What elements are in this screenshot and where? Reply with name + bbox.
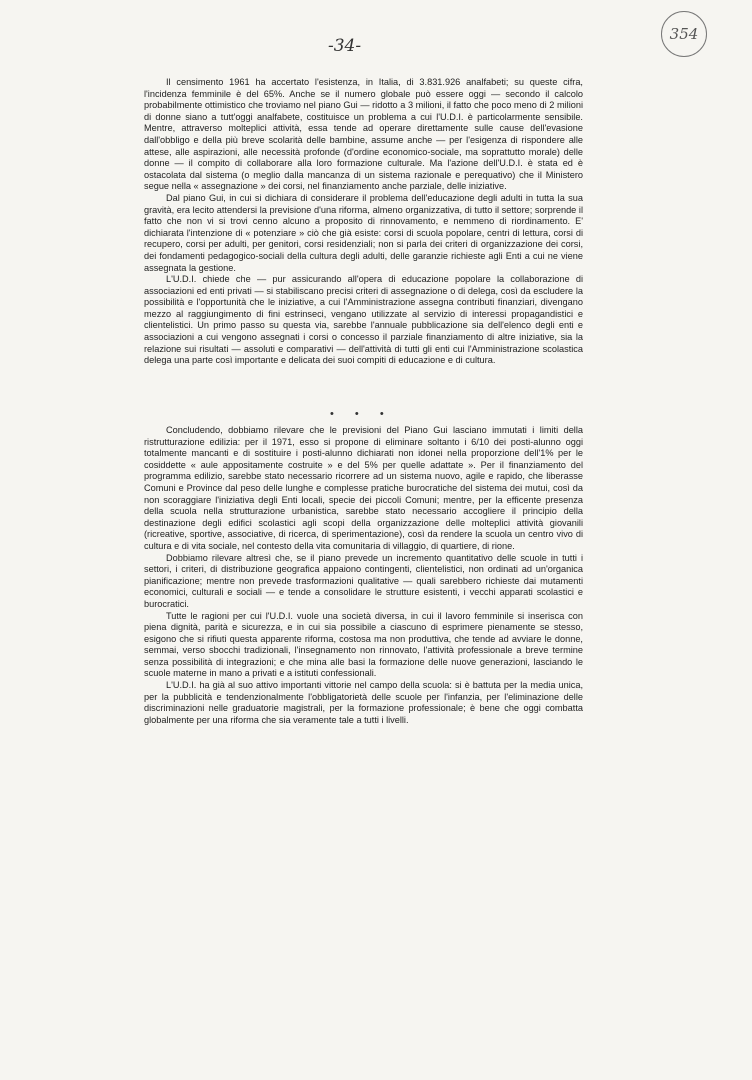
paragraph: Dal piano Gui, in cui si dichiara di considerare il problema dell'educazione degli adulti in tutta la sua gravità, era lecito attendersi la previsione d'una riforma, almeno organizzativa, di tutto il settore; sorprende il fatto che non vi si trovi cenno alcuno a proposito di rinnovamento, e nemmeno di riordinamento. E' dichiarata l'intenzione di « potenziare » ciò che già esiste: corsi di scuola popolare, centri di lettura, corsi di recupero, corsi per adulti, per genitori, corsi residenziali; non si parla dei criteri di organizzazione dei corsi, dei fondamenti pedagogico-sociali della cultura degli adulti, delle garanzie richieste agli Enti a cui ne viene assegnata la gestione. — [144, 192, 583, 273]
paragraph: Dobbiamo rilevare altresì che, se il piano prevede un incremento quantitativo delle scuole in tutti i settori, i criteri, di distribuzione geografica appaiono contingenti, clientelistici, non ordinati ad un'organica pianificazione; mentre non prevede trasformazioni qualitative — quali sarebbero richieste dai mutamenti economici, culturali e sociali — e tende a consolidare le strutture esistenti, i vecchi apparati scolastici e burocratici. — [144, 552, 583, 609]
paragraph: L'U.D.I. chiede che — pur assicurando all'opera di educazione popolare la collaborazione di associazioni ed enti privati — si stabiliscano precisi criteri di assegnazione o di delega, così da escludere la possibilità e l'opportunità che le iniziative, a cui l'Amministrazione assegna contributi finanziari, divengano mezzo al raggiungimento di fini estrinseci, vengano utilizzate al servizio di interessi propagandistici e clientelistici. Un primo passo su questa via, sarebbe l'annuale pubblicazione sia dell'elenco degli enti e associazioni a cui vengono assegnati i corsi o concesso il parziale finanziamento di altre iniziative, sia la relazione sui risultati — assoluti e comparativi — dell'attività di tutti gli enti cui l'Amministrazione scolastica delega una parte così importante e delicata dei suoi compiti di educazione e di cultura. — [144, 274, 583, 366]
section-2 — [144, 425, 583, 726]
paragraph: Tutte le ragioni per cui l'U.D.I. vuole una società diversa, in cui il lavoro femminile si inserisca con piena dignità, parità e sicurezza, e in cui sia possibile a ciascuno di esprimere pienamente se stesso, esigono che si rifiuti questa apparente riforma, costosa ma non produttiva, che tende ad avviare le donne, semmai, verso sbocchi tradizionali, l'insegnamento non rinnovato, l'attività professionale a breve termine senza possibilità di integrazioni; e che mina alle basi la formazione delle nuove generazioni, lasciando le scuole materne in mano a privati e a istituti confessionali. — [144, 610, 583, 679]
paragraph: Il censimento 1961 ha accertato l'esistenza, in Italia, di 3.831.926 analfabeti; su queste cifra, l'incidenza femminile è del 65%. Anche se il numero globale può essere oggi — secondo il calcolo probabilmente ottimistico che troviamo nel piano Gui — ridotto a 3 milioni, il fatto che poco meno di 2 milioni di donne siano a tutt'oggi analfabete, costituisce un problema a cui l'U.D.I. è particolarmente sensibile. Mentre, attraverso molteplici attività, essa tende ad operare direttamente sulle cause dell'evasione dall'obbligo e della più breve scolarità delle bambine, assume anche — per l'esigenza di rispondere alle attese, alle aspirazioni, alle necessità profonde (d'ordine economico-sociale, ma soprattutto morale) delle donne — il compito di collaborare alla loro formazione culturale. Ma l'azione dell'U.D.I. è stata ed è ostacolata dal sistema (o meglio dalla mancanza di un sistema razionale e perequativo) che il Ministero segue nella « assegnazione » dei corsi, nel finanziamento anche parziale, delle iniziative. — [144, 77, 583, 192]
paragraph: Concludendo, dobbiamo rilevare che le previsioni del Piano Gui lasciano immutati i limiti della ristrutturazione edilizia: per il 1971, esso si propone di eliminare soltanto i 6/10 dei posti-alunno oggi totalmente mancanti e di sostituire i posti-alunno dichiarati non idonei nella proporzione dell'1% per le cosiddette « aule appositamente costruite » e del 5% per quelle adattate ». Per il finanziamento del programma edilizio, sarebbe stato necessario ricorrere ad un sistema nuovo, agile e rapido, che liberasse Comuni e Province dal peso delle lunghe e complesse pratiche burocratiche del sistema dei mutui, così da non scoraggiare l'iniziativa degli Enti locali, specie dei piccoli Comuni; mentre, per la efficente presenza della scuola nella strutturazione urbanistica, sarebbe stato necessario accogliere il principio della destinazione degli edifici scolastici agli scopi della organizzazione delle molteplici attività giovanili (ricreative, sportive, associative, di ricerca, di sperimentazione), così da rendere la scuola un centro vivo di cultura e di vita sociale, nel contesto della vita comunitaria di villaggio, di quartiere, di rione. — [144, 425, 583, 551]
paragraph: L'U.D.I. ha già al suo attivo importanti vittorie nel campo della scuola: si è battuta per la media unica, per la pubblicità e tendenzionalmente l'obbligatorietà delle scuole per l'infanzia, per l'eliminazione delle discriminazioni nelle graduatorie magistrali, per la formazione professionale; è bene che oggi combatta globalmente per una riforma che sia veramente tale a tutti i livelli. — [144, 680, 583, 725]
section-1 — [144, 77, 583, 367]
folio-number: 354 — [661, 11, 707, 57]
section-separator: • • • — [330, 408, 393, 420]
page-number: -34- — [328, 36, 362, 56]
